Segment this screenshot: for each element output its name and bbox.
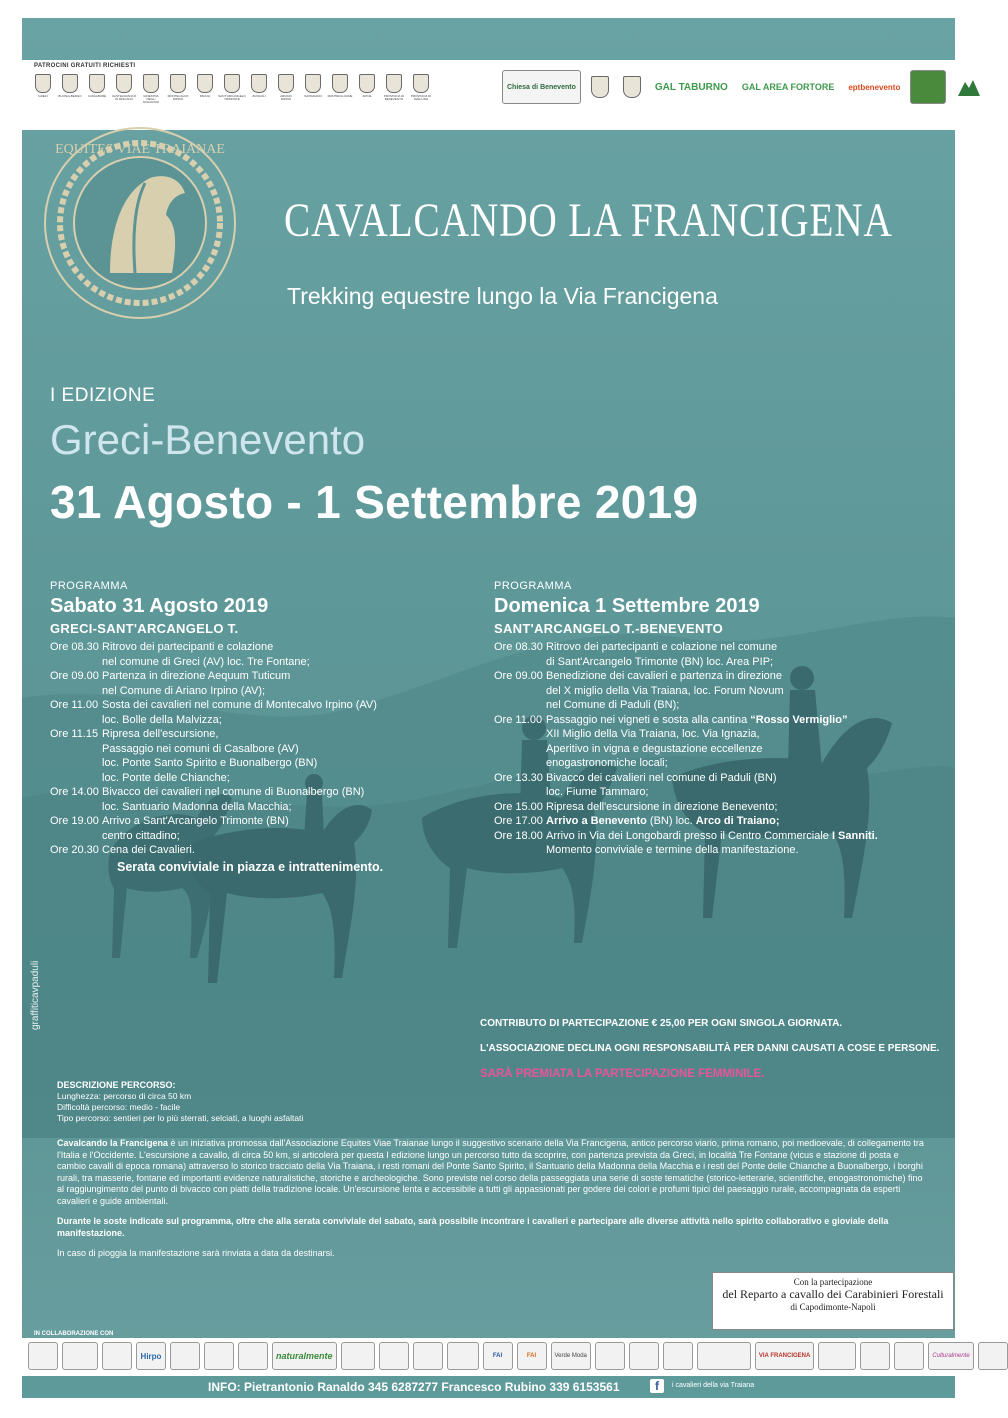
collaboration-label: IN COLLABORAZIONE CON — [34, 1331, 114, 1337]
partner-logo — [894, 1342, 924, 1370]
partner-logo — [697, 1342, 751, 1370]
program-item: Ore 08.30 Ritrovo dei partecipanti e colazione nel comune di Sant'Arcangelo Trimonte (BN) loc. Area PIP; — [494, 641, 778, 668]
program-route: SANT'ARCANGELO T.-BENEVENTO — [494, 621, 724, 636]
program-item: Ore 11.00 Passaggio nei vigneti e sosta alla cantina “Rosso Vermiglio” XII Miglio della Via Traiana, loc. Via Ignazia, Aperitivo in vigna e degustazione eccellenze enogastronomiche locali; — [494, 713, 848, 769]
collaboration-logos — [28, 1342, 1008, 1370]
partner-logo — [447, 1342, 479, 1370]
partner-logo — [629, 1342, 659, 1370]
chiesa-benevento-logo: Chiesa di Benevento — [502, 70, 581, 104]
patronage-label: PATROCINI GRATUITI RICHIESTI — [34, 63, 136, 69]
crest-icon: SAVIGNANO — [302, 74, 324, 104]
partner-logo — [595, 1342, 625, 1370]
contribution-notes — [480, 1018, 939, 1094]
crest-icon — [587, 71, 613, 103]
partner-logo — [28, 1342, 58, 1370]
crest-icon: GRECI — [32, 74, 54, 104]
verde-moda-logo: Verde Moda — [551, 1342, 591, 1370]
gal-taburno-logo: GAL TABURNO — [654, 81, 728, 93]
course-title: DESCRIZIONE PERCORSO: — [57, 1080, 176, 1090]
carabinieri-box — [712, 1272, 954, 1330]
partner-logo — [818, 1342, 856, 1370]
partner-logo — [238, 1342, 268, 1370]
program-saturday — [50, 580, 383, 874]
event-description — [57, 1138, 927, 1269]
facebook-page-link[interactable]: i cavalieri della via Traiana — [672, 1382, 755, 1389]
description-paragraph: Cavalcando la Francigena è un iniziativa promossa dall'Associazione Equites Viae Traianae lungo il suggestivo scenario della Via Francigena, antico percorso viario, prima romano, poi medioevale, di collegamento tra l'Italia e l'Occidente. L'escursione a cavallo, di circa 50 km, si articolerà per questa I edizione lungo un percorso tutto da scoprire, con partenza prevista da Greci, in località Tre Fontane (vicus e stazione di posta e cambio cavalli di epoca romana) attraverso lo storico tracciato della Via Traiana, i resti romani del Ponte Santo Spirito, il Santuario della Madonna della Macchia e i resti del Ponte delle Chianche a Buonalbergo, i borghi rurali, tra masserie, fontane ed importanti evidenze naturalistiche, storiche e archeologiche. Sono previste nel corso della passeggiata una serie di soste tematiche (storico-letterarie, scientifiche, enogastronomiche) fino al raggiungimento del punto di bivacco con piatti della tradizione locale. Un'escursione lenta e accessibile a tutti gli appassionati per godere dei colori e profumi tipici del paesaggio rurale, accompagnata da esperti cavalieri e guide ambientali. — [57, 1138, 924, 1206]
program-item: Ore 09.00 Partenza in direzione Aequum Tuticum nel Comune di Ariano Irpino (AV); — [50, 670, 291, 697]
program-item: Ore 09.00 Benedizione dei cavalieri e partenza in direzione del X miglio della Via Traiana, loc. Forum Novum nel Comune di Paduli (BN); — [494, 670, 784, 711]
comunita-montana-icon — [952, 71, 986, 103]
contact-info: INFO: Pietrantonio Ranaldo 345 6287277 Francesco Rubino 339 6153561 — [208, 1380, 620, 1394]
carabinieri-line3: di Capodimonte-Napoli — [790, 1302, 876, 1312]
crest-icon: APICE — [356, 74, 378, 104]
partner-logo — [62, 1342, 98, 1370]
partner-logo — [860, 1342, 890, 1370]
course-difficulty: Difficoltà percorso: medio - facile — [57, 1102, 181, 1112]
sponsor-logos — [502, 70, 986, 104]
crest-icon: PROVINCIA DI BENEVENTO — [383, 74, 405, 104]
program-closing: Serata conviviale in piazza e intrattenimento. — [117, 859, 384, 874]
hirpo-logo: Hirpo — [136, 1342, 166, 1370]
ept-benevento-logo: eptbenevento — [848, 82, 901, 92]
gal-fortore-logo: GAL AREA FORTORE — [741, 81, 835, 92]
partner-logo — [341, 1342, 375, 1370]
event-dates: 31 Agosto - 1 Settembre 2019 — [50, 476, 699, 528]
program-label: PROGRAMMA — [50, 580, 128, 592]
program-item: Ore 15.00 Ripresa dell'escursione in direzione Benevento; — [494, 800, 778, 813]
edition-label: I EDIZIONE — [50, 385, 156, 406]
crest-icon — [619, 71, 645, 103]
crest-icon: ARIANO IRPINO — [275, 74, 297, 104]
emblem-ring-text: EQUITES VIAE TRAIANAE — [55, 142, 225, 157]
female-award-note: SARÀ PREMIATA LA PARTECIPAZIONE FEMMINILE. — [480, 1068, 765, 1080]
crest-icon: PADULI — [194, 74, 216, 104]
program-item: Ore 17.00 Arrivo a Benevento (BN) loc. Arco di Traiano; — [494, 815, 780, 827]
liability-note: L'ASSOCIAZIONE DECLINA OGNI RESPONSABILITÀ PER DANNI CAUSATI A COSE E PERSONE. — [480, 1043, 940, 1054]
program-item: Ore 14.00 Bivacco dei cavalieri nel comune di Buonalbergo (BN) loc. Santuario Madonna della Macchia; — [50, 786, 365, 813]
route-title: Greci-Benevento — [50, 416, 366, 463]
program-label: PROGRAMMA — [494, 580, 572, 592]
info-bar — [22, 1376, 955, 1398]
program-item: Ore 11.00 Sosta dei cavalieri nel comune di Montecalvo Irpino (AV) loc. Bolle della Malvizza; — [50, 699, 377, 726]
fai-logo: FAI — [483, 1342, 513, 1370]
facebook-icon[interactable]: f — [650, 1379, 664, 1393]
course-type: Tipo percorso: sentieri per lo più sterrati, selciati, a luoghi asfaltati — [57, 1113, 304, 1123]
rain-note: In caso di pioggia la manifestazione sarà rinviata a data da destinarsi. — [57, 1248, 335, 1258]
program-day: Domenica 1 Settembre 2019 — [494, 595, 760, 617]
program-sunday — [494, 580, 878, 858]
crest-icon: CASALBORE — [86, 74, 108, 104]
crest-icon: BUONALBERGO — [59, 74, 81, 104]
poster — [22, 18, 970, 1398]
fai-logo: FAI — [517, 1342, 547, 1370]
poster-title: CAVALCANDO LA FRANCIGENA — [284, 194, 893, 247]
side-credit: graffiticavpaduli — [30, 960, 41, 1030]
poster-subtitle: Trekking equestre lungo la Via Francigena — [287, 283, 718, 309]
carabinieri-line2: del Reparto a cavallo dei Carabinieri Forestali — [722, 1287, 944, 1301]
program-item: Ore 19.00 Arrivo a Sant'Arcangelo Trimonte (BN) centro cittadino; — [50, 815, 289, 842]
program-item: Ore 20.30 Cena dei Cavalieri. — [50, 844, 195, 856]
program-day: Sabato 31 Agosto 2019 — [50, 595, 269, 617]
partner-logo — [170, 1342, 200, 1370]
via-francigena-logo: VIA FRANCIGENA — [755, 1342, 814, 1370]
crest-icon: ZUNGOLI — [248, 74, 270, 104]
green-seal-icon — [910, 70, 946, 104]
culturalmente-logo: Culturalmente — [928, 1342, 973, 1370]
program-route: GRECI-SANT'ARCANGELO T. — [50, 621, 239, 636]
equites-emblem-logo — [40, 123, 240, 323]
partner-logo — [204, 1342, 234, 1370]
crest-icon: PROVINCIA DI AVELLINO — [410, 74, 432, 104]
naturalmente-logo: naturalmente — [272, 1342, 337, 1370]
carabinieri-line1: Con la partecipazione — [793, 1277, 873, 1287]
crest-icon: GINESTRA DEGLI SCHIAVONI — [140, 74, 162, 104]
program-item: Ore 13.30 Bivacco dei cavalieri nel comune di Paduli (BN) loc. Fiume Tammaro; — [494, 771, 777, 798]
crest-icon: MONTEFALCONE — [329, 74, 351, 104]
partner-logo — [379, 1342, 409, 1370]
program-item: Ore 11.15 Ripresa dell'escursione, Passaggio nei comuni di Casalbore (AV) loc. Ponte Santo Spirito e Buonalbergo (BN) loc. Ponte delle Chianche; — [50, 728, 318, 784]
course-length: Lunghezza: percorso di circa 50 km — [57, 1091, 192, 1101]
partner-logo — [978, 1342, 1008, 1370]
course-description — [57, 1080, 303, 1124]
crest-icon: MONTECALVO IRPINO — [167, 74, 189, 104]
program-item: Ore 18.00 Arrivo in Via dei Longobardi presso il Centro Commerciale I Sanniti. Momento conviviale e termine della manifestazione. — [494, 829, 878, 856]
partner-logo — [663, 1342, 693, 1370]
crest-icon: SANT'ARCANGELO TRIMONTE — [221, 74, 243, 104]
partner-logo — [102, 1342, 132, 1370]
description-note: Durante le soste indicate sul programma, oltre che alla serata conviviale del sabato, sarà possibile incontrare i cavalieri e partecipare alle diverse attività nello spirito collaborativo e gioviale della manifestazione. — [57, 1216, 889, 1238]
partner-logo — [413, 1342, 443, 1370]
program-item: Ore 08.30 Ritrovo dei partecipanti e colazione nel comune di Greci (AV) loc. Tre Fontane; — [50, 641, 310, 668]
contribution-fee: CONTRIBUTO DI PARTECIPAZIONE € 25,00 PER OGNI SINGOLA GIORNATA. — [480, 1018, 843, 1029]
municipality-crests — [32, 74, 432, 104]
crest-icon: CASTELFRANCO IN MISCANO — [113, 74, 135, 104]
